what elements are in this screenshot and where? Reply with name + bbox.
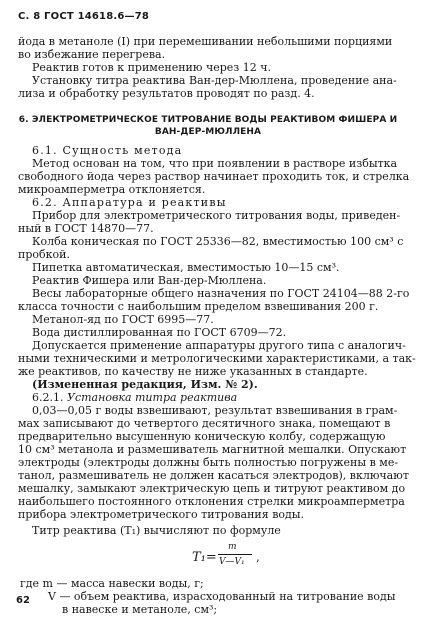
text-line: электроды (электроды должны быть полностью погружены в ме- [18,456,399,469]
text-line: ными техническими и метрологическими характеристиками, а так- [18,352,416,365]
text-line: же реактивов, по качеству не ниже указанных в стандарте. [18,365,368,378]
section-heading: 6.2. Аппаратура и реактивы [32,196,227,209]
fraction-bar [218,554,252,555]
legend-line: V — объем реактива, израсходованный на титрование воды [48,590,396,603]
formula-trail: , [256,550,260,564]
text-line: предварительно высушенную коническую колбу, содержащую [18,430,386,443]
text-line: мах записывают до четвертого десятичного знака, помещают в [18,417,391,430]
text-line: Реактив Фишера или Ван-дер-Мюллена. [32,274,267,287]
text-line: Весы лабораторные общего назначения по ГОСТ 24104—88 2-го [32,287,410,300]
text-line: наибольшего постоянного отклонения стрелки микроамперметра [18,495,405,508]
running-header: С. 8 ГОСТ 14618.6—78 [18,11,150,22]
formula-lhs: T₁= [192,550,217,565]
formula-legend [12,577,404,616]
text-line: прибора электрометрического титрования воды. [18,508,305,521]
text-line: Колба коническая по ГОСТ 25336—82, вместимостью 100 см³ с [32,235,404,248]
amendment-note: (Измененная редакция, Изм. № 2). [32,378,258,391]
text-line: Установку титра реактива Ван-дер-Мюллена, проведение ана- [32,74,397,87]
legend-line: где m — масса навески воды, г; [20,577,204,590]
text-line: 10 см³ метанола и размешиватель магнитной мешалки. Опускают [18,443,407,456]
text-line: Пипетка автоматическая, вместимостью 10—15 см³. [32,261,340,274]
formula-numerator: m [228,542,237,552]
text-line: Метод основан на том, что при появлении в растворе избытка [32,157,398,170]
text-line: пробкой. [18,248,70,261]
formula-intro: Титр реактива (T₁) вычисляют по формуле [32,524,281,537]
intro-paragraph [18,35,404,100]
text-line: класса точности с наибольшим пределом взвешивания 200 г. [18,300,379,313]
text-line: свободного йода через раствор начинает проходить ток, и стрелка [18,170,410,183]
formula-denominator: V—V₁ [219,557,245,567]
section-6-2 [18,196,416,391]
section-6-1 [18,144,410,196]
page-number: 62 [16,595,30,606]
text-line: мешалку, замыкают электрическую цепь и титруют реактивом до [18,482,406,495]
text-line: йода в метаноле (I) при перемешивании небольшими порциями [18,35,393,48]
text-line: Прибор для электрометрического титрования воды, приведен- [32,209,401,222]
text-line: ный в ГОСТ 14870—77. [18,222,154,235]
legend-line: в навеске и метаноле, см³; [62,603,218,616]
text-line: во избежание перегрева. [18,48,166,61]
text-line: лиза и обработку результатов проводят по разд. 4. [18,87,315,100]
text-line: Допускается применение аппаратуры другого типа с аналогич- [32,339,406,352]
subsection-heading: 6.2.1. Установка титра реактива [32,391,238,404]
text-line: микроамперметра отклоняется. [18,183,206,196]
titer-formula [12,541,404,575]
text-line: Вода дистиллированная по ГОСТ 6709—72. [32,326,287,339]
ready-line: Реактив готов к применению через 12 ч. [32,61,272,74]
text-line: 0,03—0,05 г воды взвешивают, результат взвешивания в грам- [32,404,398,417]
text-line: Метанол-яд по ГОСТ 6995—77. [32,313,214,326]
section-heading: 6.1. Сущность метода [32,144,183,157]
text-line: танол, размешиватель не должен касаться электродов), включают [18,469,409,482]
section-6-2-1 [18,391,409,537]
section-6-title: 6. ЭЛЕКТРОМЕТРИЧЕСКОЕ ТИТРОВАНИЕ ВОДЫ РЕАКТИВОМ ФИШЕРА И ВАН-ДЕР-МЮЛЛЕНА [18,115,398,137]
